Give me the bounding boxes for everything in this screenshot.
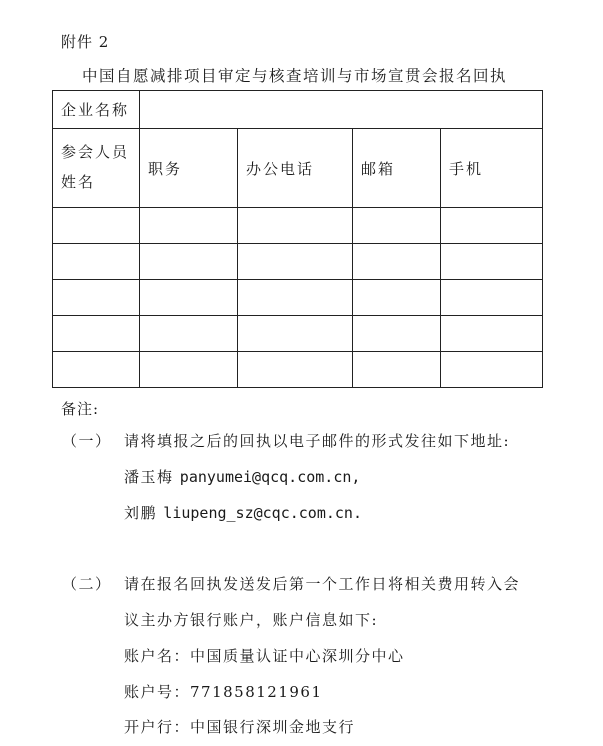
account-name: 账户名：中国质量认证中心深圳分中心 bbox=[124, 647, 405, 665]
notes-heading: 备注: bbox=[61, 400, 100, 418]
table-cell[interactable] bbox=[53, 280, 140, 316]
note-1-text: 请将填报之后的回执以电子邮件的形式发往如下地址: bbox=[124, 432, 511, 450]
company-label: 企业名称 bbox=[53, 91, 140, 129]
registration-table bbox=[52, 90, 543, 388]
table-cell[interactable] bbox=[140, 280, 238, 316]
table-cell[interactable] bbox=[238, 280, 353, 316]
column-position: 职务 bbox=[140, 129, 238, 208]
note-2-line-2: 议主办方银行账户，账户信息如下: bbox=[124, 611, 379, 629]
table-cell[interactable] bbox=[441, 280, 543, 316]
table-cell[interactable] bbox=[353, 244, 441, 280]
form-title: 中国自愿减排项目审定与核查培训与市场宣贯会报名回执 bbox=[82, 67, 508, 85]
table-cell[interactable] bbox=[441, 352, 543, 388]
contact-2-email[interactable]: liupeng_sz@cqc.com.cn. bbox=[163, 504, 362, 522]
table-cell[interactable] bbox=[140, 316, 238, 352]
table-cell[interactable] bbox=[140, 208, 238, 244]
header-row bbox=[53, 129, 543, 208]
contact-1 bbox=[124, 466, 360, 487]
company-row bbox=[53, 91, 543, 129]
attachment-label: 附件 2 bbox=[61, 33, 110, 51]
table-cell[interactable] bbox=[353, 280, 441, 316]
contact-1-name: 潘玉梅 bbox=[124, 468, 174, 486]
contact-1-email[interactable]: panyumei@qcq.com.cn, bbox=[179, 468, 361, 486]
note-1-marker: （一） bbox=[62, 432, 112, 450]
company-input-cell[interactable] bbox=[140, 91, 543, 129]
table-cell[interactable] bbox=[238, 316, 353, 352]
table-cell[interactable] bbox=[140, 352, 238, 388]
note-2-line-1: 请在报名回执发送发后第一个工作日将相关费用转入会 bbox=[124, 575, 521, 593]
column-office-phone: 办公电话 bbox=[238, 129, 353, 208]
table-cell[interactable] bbox=[353, 352, 441, 388]
table-row bbox=[53, 316, 543, 352]
table-cell[interactable] bbox=[140, 244, 238, 280]
table-cell[interactable] bbox=[53, 316, 140, 352]
table-cell[interactable] bbox=[441, 244, 543, 280]
contact-2-name: 刘鹏 bbox=[124, 504, 158, 522]
table-cell[interactable] bbox=[53, 208, 140, 244]
table-cell[interactable] bbox=[53, 352, 140, 388]
table-row bbox=[53, 208, 543, 244]
table-cell[interactable] bbox=[353, 208, 441, 244]
attendee-label-line1: 参会人员 bbox=[61, 143, 130, 161]
table-cell[interactable] bbox=[238, 208, 353, 244]
table-row bbox=[53, 244, 543, 280]
table-row bbox=[53, 352, 543, 388]
table-row bbox=[53, 280, 543, 316]
account-number: 账户号：771858121961 bbox=[124, 683, 323, 701]
table-cell[interactable] bbox=[441, 316, 543, 352]
column-mobile: 手机 bbox=[441, 129, 543, 208]
contact-2 bbox=[124, 502, 362, 523]
table-cell[interactable] bbox=[238, 244, 353, 280]
table-cell[interactable] bbox=[238, 352, 353, 388]
table-cell[interactable] bbox=[53, 244, 140, 280]
attendee-label-line2: 姓名 bbox=[61, 173, 96, 191]
table-cell[interactable] bbox=[353, 316, 441, 352]
attendee-label bbox=[53, 129, 140, 208]
table-cell[interactable] bbox=[441, 208, 543, 244]
note-2-marker: （二） bbox=[62, 575, 112, 593]
bank-branch: 开户行：中国银行深圳金地支行 bbox=[124, 718, 356, 736]
column-email: 邮箱 bbox=[353, 129, 441, 208]
